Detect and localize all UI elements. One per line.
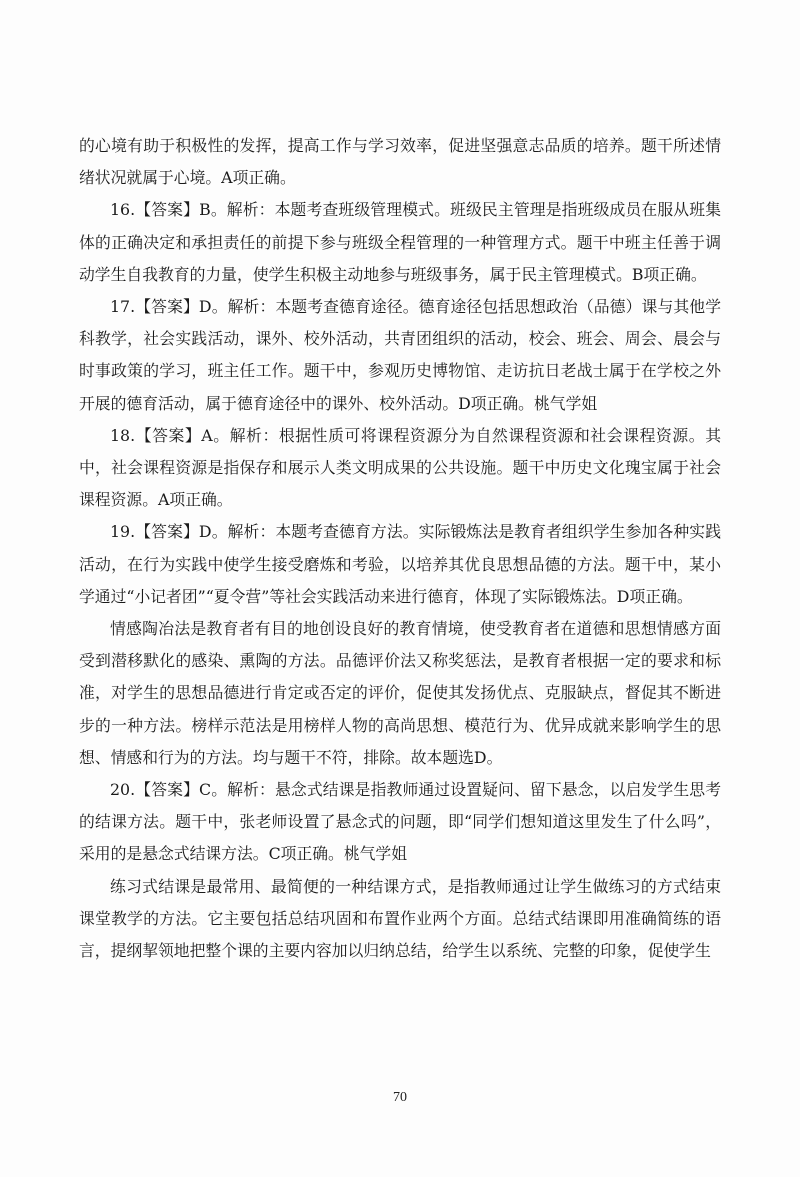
page-body: [79, 130, 721, 967]
page-number: 70: [393, 1090, 407, 1105]
answer-19-paragraph: 19.【答案】D。解析：本题考查德育方法。实际锻炼法是教育者组织学生参加各种实践活动，在行为实践中使学生接受磨炼和考验，以培养其优良思想品德的方法。题干中，某小学通过“小记者团”“夏令营”等社会实践活动来进行德育，体现了实际锻炼法。D项正确。: [79, 522, 721, 606]
answer-17-paragraph: 17.【答案】D。解析：本题考查德育途径。德育途径包括思想政治（品德）课与其他学科教学，社会实践活动，课外、校外活动，共青团组织的活动，校会、班会、周会、晨会与时事政策的学习，班主任工作。题干中，参观历史博物馆、走访抗日老战士属于在学校之外开展的德育活动，属于德育途径中的课外、校外活动。D项正确。桃气学姐: [79, 297, 721, 413]
answer-20-extension-paragraph: 练习式结课是最常用、最简便的一种结课方式，是指教师通过让学生做练习的方式结束课堂教学的方法。它主要包括总结巩固和布置作业两个方面。总结式结课即用准确简练的语言，提纲挈领地把整个课的主要内容加以归纳总结，给学生以系统、完整的印象，促使学生: [79, 876, 721, 961]
paragraph-1: 的心境有助于积极性的发挥，提高工作与学习效率，促进坚强意志品质的培养。题干所述情绪状况就属于心境。A项正确。: [79, 136, 721, 188]
answer-20-paragraph: 20.【答案】C。解析：悬念式结课是指教师通过设置疑问、留下悬念，以启发学生思考的结课方法。题干中，张老师设置了悬念式的问题，即“同学们想知道这里发生了什么吗”，采用的是悬念式结课方法。C项正确。桃气学姐: [79, 780, 721, 864]
answer-19-extension-paragraph: 情感陶冶法是教育者有目的地创设良好的教育情境，使受教育者在道德和思想情感方面受到潜移默化的感染、熏陶的方法。品德评价法又称奖惩法，是教育者根据一定的要求和标准，对学生的思想品德进行肯定或否定的评价，促使其发扬优点、克服缺点，督促其不断进步的一种方法。榜样示范法是用榜样人物的高尚思想、模范行为、优异成就来影响学生的思想、情感和行为的方法。均与题干不符，排除。故本题选D。: [79, 619, 721, 767]
answer-18-paragraph: 18.【答案】A。解析：根据性质可将课程资源分为自然课程资源和社会课程资源。其中，社会课程资源是指保存和展示人类文明成果的公共设施。题干中历史文化瑰宝属于社会课程资源。A项正确。: [79, 425, 721, 510]
answer-16-paragraph: 16.【答案】B。解析：本题考查班级管理模式。班级民主管理是指班级成员在服从班集体的正确决定和承担责任的前提下参与班级全程管理的一种管理方式。题干中班主任善于调动学生自我教育的力量，使学生积极主动地参与班级事务，属于民主管理模式。B项正确。: [79, 200, 721, 284]
